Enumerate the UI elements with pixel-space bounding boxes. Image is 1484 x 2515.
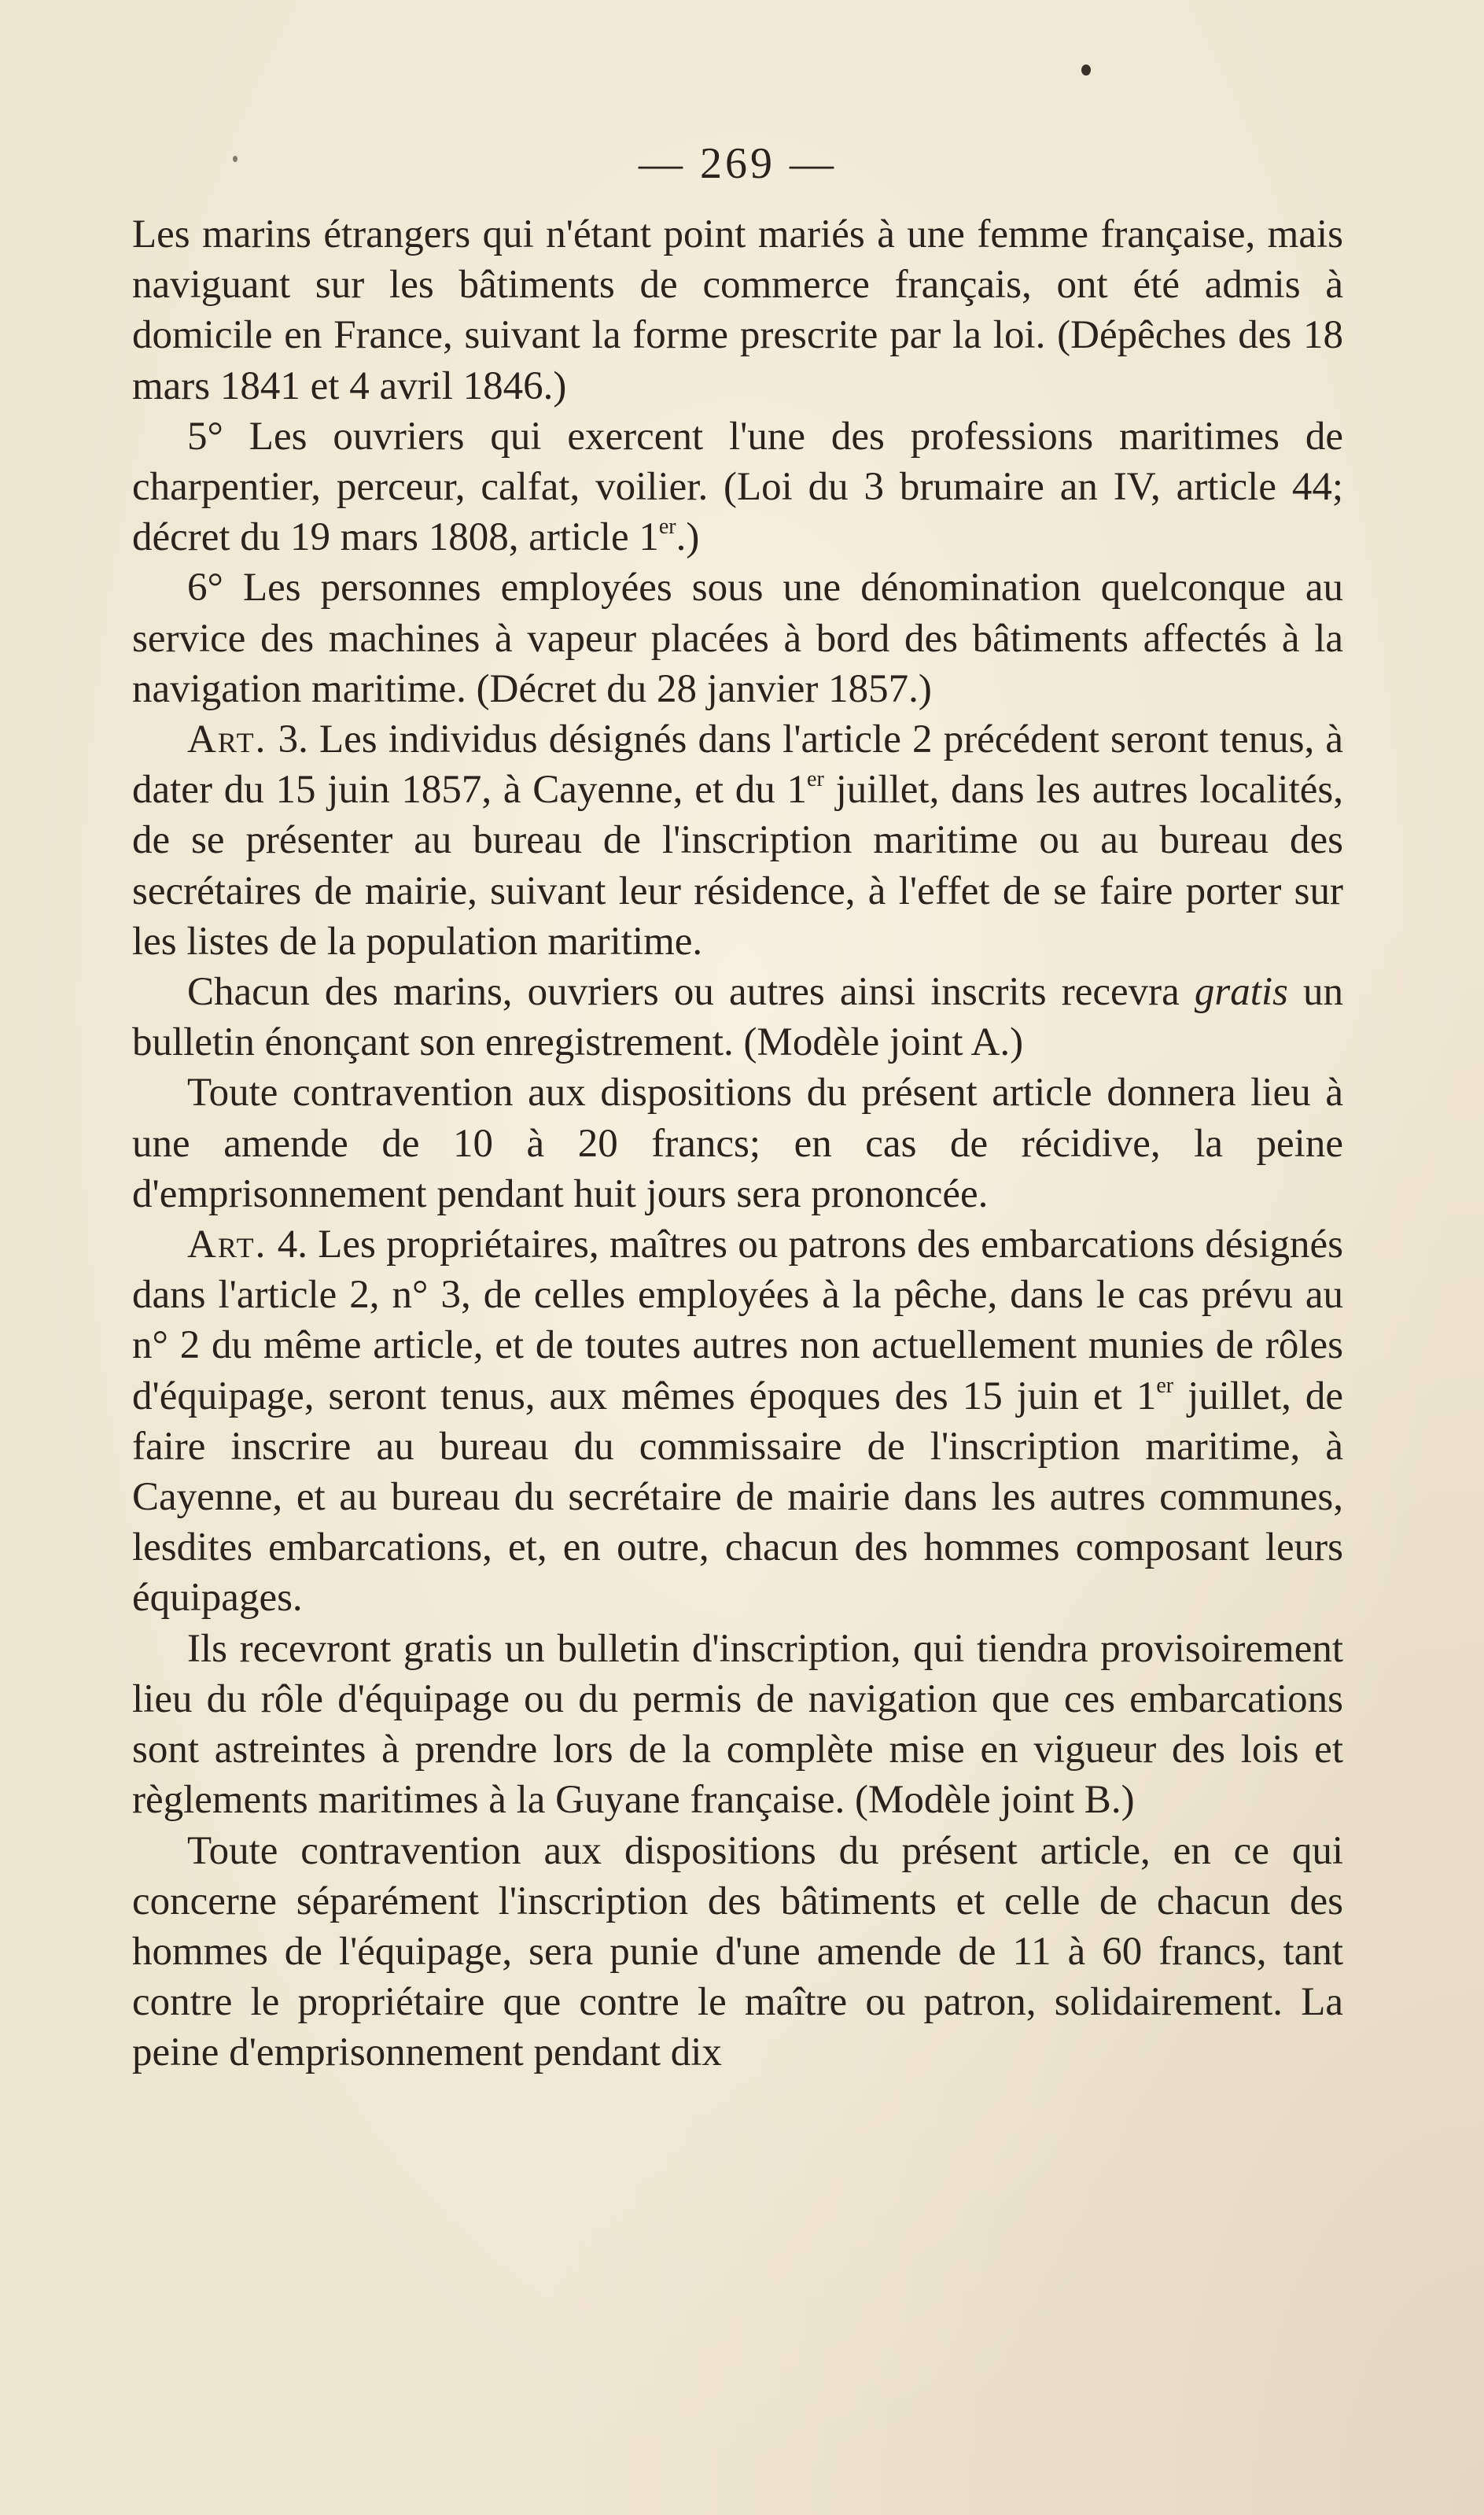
page-number: — 269 — (639, 139, 837, 188)
document-page (132, 139, 1344, 2078)
list-number: 5° (187, 414, 249, 459)
paragraph-text: Chacun des marins, ouvriers ou autres ainsi inscrits recevra (187, 970, 1195, 1015)
paragraph-text: juillet, dans les autres localités, de se présenter au bureau de l'inscription maritime ou au bureau des secrétaires de mairie, suivant leur résidence, à l'effet de se faire porter sur les listes de la population maritime. (132, 768, 1344, 964)
paragraph-text: Toute contravention aux dispositions du présent article, en ce qui concerne séparément l'inscription des bâtiments et celle de chacun des hommes de l'équipage, sera punie d'une amende de 11 à 60 francs, tant contre le propriétaire que contre le maître ou patron, solidairement. La peine d'emprisonnement pendant dix (132, 1828, 1343, 2075)
superscript: er (1156, 1373, 1174, 1398)
paragraph-text: juillet, de faire inscrire au bureau du commissaire de l'inscription maritime, à Cayenne, et au bureau du secrétaire de mairie dans les autres communes, lesdites embarcations, et, en outre, chacun des hommes composant leurs équipages. (132, 1374, 1343, 1621)
paragraph-text: Les personnes employées sous une dénomination quelconque au service des machines à vapeur placées à bord des bâtiments affectés à la navigation maritime. (Décret du 28 janvier 1857.) (132, 566, 1343, 711)
paragraph (132, 562, 1343, 714)
article-paragraph (132, 714, 1343, 967)
superscript: er (658, 514, 676, 540)
paragraph-text: 3. Les individus désignés dans l'article 2 précédent seront tenus, à dater du 15 juin 1857, à Cayenne, et du 1 (132, 717, 1343, 813)
paragraph-text: Les ouvriers qui exercent l'une des professions maritimes de charpentier, perceur, calfat, voilier. (Loi du 3 brumaire an IV, article 44; décret du 19 mars 1808, article 1 (132, 414, 1343, 560)
paragraph (132, 1624, 1343, 1826)
body-text (132, 209, 1343, 2078)
paragraph-text: Les marins étrangers qui n'étant point mariés à une femme française, mais naviguant sur les bâtiments de commerce français, ont été admis à domicile en France, suivant la forme prescrite par la loi. (Dépêches des 18 mars 1841 et 4 avril 1846.) (132, 212, 1343, 408)
paragraph (132, 967, 1343, 1068)
paragraph-text: Ils recevront gratis un bulletin d'inscription, qui tiendra provisoirement lieu du rôle d'équipage ou du permis de navigation que ces embarcations sont astreintes à prendre lors de la complète mise en vigueur des lois et règlements maritimes à la Guyane française. (Modèle joint B.) (132, 1626, 1343, 1823)
paragraph (132, 1826, 1343, 2078)
paragraph-text: un bulletin énonçant son enregistrement. (Modèle joint A.) (132, 970, 1343, 1065)
paragraph (132, 411, 1343, 563)
paragraph-text: Toute contravention aux dispositions du présent article donnera lieu à une amende de 10 à 20 francs; en cas de récidive, la peine d'emprisonnement pendant huit jours sera prononcée. (132, 1071, 1343, 1216)
ink-speck (1081, 65, 1091, 76)
article-label: Art. (187, 1222, 267, 1267)
list-number: 6° (187, 566, 243, 610)
superscript: er (807, 767, 824, 792)
paragraph-text: .) (676, 515, 700, 560)
paragraph-text: 4. Les propriétaires, maîtres ou patrons des embarcations désignés dans l'article 2, n° 3, de celles employées à la pêche, dans le cas prévu au n° 2 du même article, et de toutes autres non actuellement munies de rôles d'équipage, seront tenus, aux mêmes époques des 15 juin et 1 (132, 1222, 1343, 1418)
paragraph (132, 209, 1343, 411)
article-paragraph (132, 1219, 1343, 1624)
italic-term: gratis (1194, 970, 1288, 1015)
article-label: Art. (187, 717, 267, 762)
paragraph (132, 1068, 1343, 1219)
